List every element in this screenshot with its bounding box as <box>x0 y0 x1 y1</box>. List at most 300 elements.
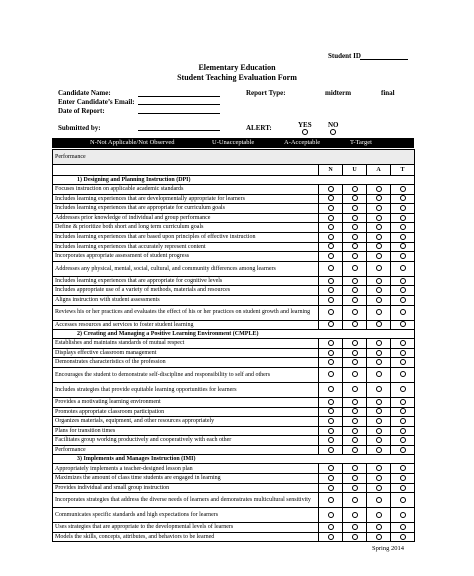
legend-t: T-Target <box>350 139 372 146</box>
rating-radio-u[interactable] <box>352 309 358 315</box>
rating-cell-a <box>367 474 391 484</box>
rating-cell-t <box>391 523 415 533</box>
rating-radio-n[interactable] <box>328 265 334 271</box>
criterion-text: Reviews his or her practices and evaluates the effect of his or her practices on student growth and learning <box>53 305 319 320</box>
rating-cell-n <box>319 474 343 484</box>
rating-radio-n[interactable] <box>328 186 334 192</box>
rating-radio-u[interactable] <box>352 428 358 434</box>
rating-radio-t[interactable] <box>400 340 406 346</box>
rating-radio-a[interactable] <box>376 195 382 201</box>
rating-cell-n <box>319 508 343 523</box>
rating-radio-t[interactable] <box>400 485 406 491</box>
criterion-text: Accesses resources and services to foster student learning <box>53 320 319 330</box>
rating-cell-n <box>319 295 343 305</box>
submitted-by-field[interactable] <box>138 130 220 131</box>
rating-radio-t[interactable] <box>400 243 406 249</box>
section-header-row <box>53 176 415 185</box>
rating-radio-u[interactable] <box>352 297 358 303</box>
rating-cell-t <box>391 417 415 427</box>
criterion-row <box>53 493 415 508</box>
rating-radio-a[interactable] <box>376 475 382 481</box>
rating-radio-a[interactable] <box>376 205 382 211</box>
rating-radio-n[interactable] <box>328 359 334 365</box>
criterion-text: Define & prioritize both short and long term curriculum goals <box>53 223 319 233</box>
rating-radio-u[interactable] <box>352 524 358 530</box>
rating-radio-a[interactable] <box>376 186 382 192</box>
rating-radio-t[interactable] <box>400 297 406 303</box>
rating-radio-a[interactable] <box>376 253 382 259</box>
rating-cell-n <box>319 339 343 349</box>
alert-label: ALERT: <box>246 124 272 132</box>
rating-cell-n <box>319 523 343 533</box>
alert-no-label: NO <box>328 121 339 129</box>
criterion-row <box>53 305 415 320</box>
rating-radio-t[interactable] <box>400 265 406 271</box>
rating-radio-u[interactable] <box>352 265 358 271</box>
rating-radio-u[interactable] <box>352 253 358 259</box>
rating-cell-t <box>391 474 415 484</box>
rating-cell-a <box>367 426 391 436</box>
date-of-report-field[interactable] <box>138 113 220 114</box>
criterion-row <box>53 532 415 542</box>
rating-radio-t[interactable] <box>400 428 406 434</box>
candidate-name-label: Candidate Name: <box>58 89 111 97</box>
criterion-text: Includes learning experiences that are based upon principles of effective instruction <box>53 232 319 242</box>
rating-cell-a <box>367 483 391 493</box>
rating-cell-u <box>343 417 367 427</box>
rating-radio-t[interactable] <box>400 475 406 481</box>
rating-radio-t[interactable] <box>400 253 406 259</box>
rating-cell-a <box>367 436 391 446</box>
rating-radio-n[interactable] <box>328 205 334 211</box>
rating-radio-n[interactable] <box>328 428 334 434</box>
rating-radio-n[interactable] <box>328 386 334 392</box>
rating-radio-a[interactable] <box>376 428 382 434</box>
rating-radio-t[interactable] <box>400 215 406 221</box>
rating-radio-u[interactable] <box>352 497 358 503</box>
rating-radio-t[interactable] <box>400 497 406 503</box>
rating-radio-n[interactable] <box>328 512 334 518</box>
criterion-row <box>53 436 415 446</box>
rating-cell-n <box>319 194 343 204</box>
criterion-row <box>53 348 415 358</box>
rating-radio-u[interactable] <box>352 534 358 540</box>
rating-cell-t <box>391 348 415 358</box>
rating-radio-a[interactable] <box>376 497 382 503</box>
criterion-row <box>53 407 415 417</box>
rating-cell-a <box>367 464 391 474</box>
col-header-n: N <box>319 165 343 176</box>
criterion-row <box>53 286 415 296</box>
criterion-row <box>53 252 415 262</box>
rating-cell-a <box>367 261 391 276</box>
rating-cell-t <box>391 232 415 242</box>
rating-radio-n[interactable] <box>328 215 334 221</box>
criterion-text: Plans for transition times <box>53 426 319 436</box>
criterion-text: Organizes materials, equipment, and other resources appropriately <box>53 417 319 427</box>
rating-cell-n <box>319 213 343 223</box>
rating-radio-n[interactable] <box>328 278 334 284</box>
criterion-text: Provides a motivating learning environment <box>53 397 319 407</box>
rating-cell-a <box>367 242 391 252</box>
section-title: 2) Creating and Managing a Positive Learning Environment (CMPLE) <box>53 330 415 339</box>
rating-radio-u[interactable] <box>352 186 358 192</box>
rating-radio-a[interactable] <box>376 309 382 315</box>
rating-cell-a <box>367 382 391 397</box>
rating-cell-u <box>343 407 367 417</box>
rating-radio-u[interactable] <box>352 195 358 201</box>
candidate-email-field[interactable] <box>138 104 220 105</box>
rating-radio-u[interactable] <box>352 321 358 327</box>
criterion-row <box>53 474 415 484</box>
rating-cell-t <box>391 426 415 436</box>
rating-cell-u <box>343 367 367 382</box>
rating-radio-t[interactable] <box>400 350 406 356</box>
rating-radio-a[interactable] <box>376 399 382 405</box>
rating-radio-t[interactable] <box>400 287 406 293</box>
criterion-row <box>53 445 415 455</box>
rating-cell-n <box>319 367 343 382</box>
criterion-text: Models the skills, concepts, attributes, and behaviors to be learned <box>53 532 319 542</box>
criterion-text: Performance <box>53 445 319 455</box>
rating-cell-t <box>391 305 415 320</box>
rating-radio-u[interactable] <box>352 243 358 249</box>
section-title: 1) Designing and Planning Instruction (DPI) <box>53 176 415 185</box>
rating-cell-u <box>343 508 367 523</box>
rating-radio-a[interactable] <box>376 215 382 221</box>
rating-radio-a[interactable] <box>376 485 382 491</box>
rating-radio-a[interactable] <box>376 418 382 424</box>
rating-radio-n[interactable] <box>328 234 334 240</box>
col-header-u: U <box>343 165 367 176</box>
rating-radio-a[interactable] <box>376 243 382 249</box>
legend-n: N-Not Applicable/Not Observed <box>90 139 175 146</box>
rating-radio-n[interactable] <box>328 243 334 249</box>
rating-radio-a[interactable] <box>376 447 382 453</box>
rating-cell-u <box>343 213 367 223</box>
rating-cell-u <box>343 242 367 252</box>
rating-cell-n <box>319 464 343 474</box>
criterion-text: Displays effective classroom management <box>53 348 319 358</box>
rating-radio-u[interactable] <box>352 475 358 481</box>
rating-cell-n <box>319 382 343 397</box>
rating-radio-n[interactable] <box>328 195 334 201</box>
rating-cell-n <box>319 261 343 276</box>
rating-radio-u[interactable] <box>352 215 358 221</box>
rating-cell-u <box>343 305 367 320</box>
criterion-row <box>53 464 415 474</box>
criterion-text: Maximizes the amount of class time students are engaged in learning <box>53 474 319 484</box>
rating-radio-n[interactable] <box>328 309 334 315</box>
criterion-row <box>53 295 415 305</box>
criterion-row <box>53 397 415 407</box>
rating-radio-t[interactable] <box>400 186 406 192</box>
rating-radio-t[interactable] <box>400 205 406 211</box>
rating-cell-n <box>319 286 343 296</box>
footer-date: Spring 2014 <box>372 545 404 552</box>
rating-radio-u[interactable] <box>352 359 358 365</box>
criterion-text: Includes appropriate use of a variety of methods, materials and resources <box>53 286 319 296</box>
rating-radio-u[interactable] <box>352 399 358 405</box>
evaluation-table <box>52 149 415 542</box>
rating-radio-n[interactable] <box>328 418 334 424</box>
alert-yes-label: YES <box>298 121 312 129</box>
rating-cell-a <box>367 286 391 296</box>
criterion-text: Includes learning experiences that are developmentally appropriate for learners <box>53 194 319 204</box>
candidate-name-field[interactable] <box>138 96 220 97</box>
rating-cell-n <box>319 407 343 417</box>
rating-radio-t[interactable] <box>400 359 406 365</box>
rating-cell-t <box>391 276 415 286</box>
criterion-text: Appropriately implements a teacher-designed lesson plan <box>53 464 319 474</box>
rating-radio-a[interactable] <box>376 287 382 293</box>
criterion-text: Encourages the student to demonstrate self-discipline and responsibility to self and others <box>53 367 319 382</box>
rating-cell-n <box>319 493 343 508</box>
criterion-text: Focuses instruction on applicable academic standards <box>53 185 319 195</box>
rating-cell-a <box>367 320 391 330</box>
criterion-row <box>53 382 415 397</box>
rating-radio-u[interactable] <box>352 408 358 414</box>
rating-cell-n <box>319 232 343 242</box>
rating-cell-n <box>319 320 343 330</box>
rating-radio-t[interactable] <box>400 512 406 518</box>
rating-cell-a <box>367 348 391 358</box>
rating-cell-n <box>319 397 343 407</box>
rating-radio-u[interactable] <box>352 205 358 211</box>
rating-cell-a <box>367 358 391 368</box>
rating-radio-t[interactable] <box>400 418 406 424</box>
rating-cell-a <box>367 407 391 417</box>
midterm-option[interactable]: midterm <box>325 89 352 97</box>
criterion-text: Communicates specific standards and high expectations for learners <box>53 508 319 523</box>
rating-radio-t[interactable] <box>400 278 406 284</box>
section-header-row <box>53 455 415 464</box>
rating-cell-u <box>343 397 367 407</box>
rating-radio-u[interactable] <box>352 418 358 424</box>
rating-radio-a[interactable] <box>376 534 382 540</box>
rating-radio-a[interactable] <box>376 321 382 327</box>
rating-cell-u <box>343 204 367 214</box>
legend-u: U-Unacceptable <box>212 139 255 146</box>
criterion-text: Promotes appropriate classroom participation <box>53 407 319 417</box>
rating-cell-n <box>319 348 343 358</box>
rating-radio-t[interactable] <box>400 386 406 392</box>
criterion-row <box>53 232 415 242</box>
rating-radio-n[interactable] <box>328 408 334 414</box>
criterion-row <box>53 358 415 368</box>
rating-cell-n <box>319 426 343 436</box>
rating-radio-a[interactable] <box>376 278 382 284</box>
rating-cell-a <box>367 252 391 262</box>
student-id-field[interactable] <box>360 59 408 60</box>
rating-radio-t[interactable] <box>400 408 406 414</box>
column-header-row <box>53 165 415 176</box>
rating-radio-n[interactable] <box>328 287 334 293</box>
criterion-text: Establishes and maintains standards of mutual respect <box>53 339 319 349</box>
final-option[interactable]: final <box>381 89 395 97</box>
criterion-row <box>53 185 415 195</box>
alert-yes-radio[interactable] <box>302 129 308 135</box>
rating-radio-n[interactable] <box>328 297 334 303</box>
criterion-row <box>53 213 415 223</box>
rating-radio-a[interactable] <box>376 265 382 271</box>
rating-cell-t <box>391 358 415 368</box>
rating-radio-t[interactable] <box>400 309 406 315</box>
criterion-row <box>53 483 415 493</box>
rating-radio-n[interactable] <box>328 224 334 230</box>
rating-cell-a <box>367 213 391 223</box>
rating-radio-u[interactable] <box>352 234 358 240</box>
alert-no-radio[interactable] <box>330 129 336 135</box>
rating-radio-u[interactable] <box>352 224 358 230</box>
rating-radio-n[interactable] <box>328 447 334 453</box>
rating-cell-a <box>367 493 391 508</box>
rating-cell-t <box>391 295 415 305</box>
rating-radio-a[interactable] <box>376 386 382 392</box>
criterion-text: Incorporates strategies that address the diverse needs of learners and demonstrates multicultural sensitivity <box>53 493 319 508</box>
criterion-text: Includes learning experiences that accurately represent content <box>53 242 319 252</box>
rating-radio-u[interactable] <box>352 340 358 346</box>
rating-radio-a[interactable] <box>376 524 382 530</box>
rating-radio-n[interactable] <box>328 524 334 530</box>
rating-radio-t[interactable] <box>400 534 406 540</box>
rating-radio-n[interactable] <box>328 534 334 540</box>
criterion-row <box>53 339 415 349</box>
legend-a: A-Acceptable <box>284 139 321 146</box>
criterion-row <box>53 508 415 523</box>
rating-radio-n[interactable] <box>328 340 334 346</box>
rating-radio-n[interactable] <box>328 321 334 327</box>
rating-cell-t <box>391 397 415 407</box>
rating-cell-u <box>343 523 367 533</box>
rating-radio-t[interactable] <box>400 371 406 377</box>
student-id-label: Student ID <box>328 52 361 60</box>
rating-radio-t[interactable] <box>400 399 406 405</box>
rating-radio-n[interactable] <box>328 253 334 259</box>
criterion-text: Addresses any physical, mental, social, cultural, and community differences among learners <box>53 261 319 276</box>
rating-radio-u[interactable] <box>352 287 358 293</box>
criterion-row <box>53 194 415 204</box>
criterion-row <box>53 320 415 330</box>
rating-radio-u[interactable] <box>352 386 358 392</box>
rating-cell-a <box>367 339 391 349</box>
criterion-row <box>53 242 415 252</box>
rating-cell-a <box>367 276 391 286</box>
rating-cell-u <box>343 194 367 204</box>
rating-radio-a[interactable] <box>376 350 382 356</box>
criterion-text: Demonstrates characteristics of the profession <box>53 358 319 368</box>
criterion-text: Includes learning experiences that are appropriate for cognitive levels <box>53 276 319 286</box>
report-type-label: Report Type: <box>246 89 286 97</box>
rating-cell-u <box>343 348 367 358</box>
rating-radio-t[interactable] <box>400 224 406 230</box>
rating-radio-t[interactable] <box>400 437 406 443</box>
rating-radio-n[interactable] <box>328 497 334 503</box>
rating-radio-t[interactable] <box>400 447 406 453</box>
criterion-row <box>53 367 415 382</box>
rating-cell-n <box>319 252 343 262</box>
rating-cell-t <box>391 194 415 204</box>
rating-radio-a[interactable] <box>376 359 382 365</box>
rating-cell-t <box>391 532 415 542</box>
rating-radio-a[interactable] <box>376 465 382 471</box>
rating-radio-n[interactable] <box>328 437 334 443</box>
rating-radio-t[interactable] <box>400 234 406 240</box>
rating-cell-u <box>343 295 367 305</box>
rating-radio-t[interactable] <box>400 524 406 530</box>
section-header-row <box>53 330 415 339</box>
criterion-row <box>53 523 415 533</box>
rating-radio-u[interactable] <box>352 278 358 284</box>
rating-cell-n <box>319 305 343 320</box>
candidate-email-label: Enter Candidate’s Email: <box>58 98 135 106</box>
rating-cell-u <box>343 464 367 474</box>
rating-cell-u <box>343 223 367 233</box>
rating-cell-t <box>391 213 415 223</box>
rating-cell-u <box>343 474 367 484</box>
rating-cell-u <box>343 339 367 349</box>
rating-radio-u[interactable] <box>352 447 358 453</box>
rating-radio-n[interactable] <box>328 350 334 356</box>
rating-cell-n <box>319 358 343 368</box>
rating-radio-n[interactable] <box>328 485 334 491</box>
rating-radio-n[interactable] <box>328 465 334 471</box>
rating-radio-n[interactable] <box>328 475 334 481</box>
rating-radio-t[interactable] <box>400 321 406 327</box>
rating-radio-u[interactable] <box>352 485 358 491</box>
rating-radio-a[interactable] <box>376 224 382 230</box>
rating-cell-u <box>343 445 367 455</box>
performance-row <box>53 150 415 165</box>
rating-cell-a <box>367 367 391 382</box>
rating-radio-a[interactable] <box>376 512 382 518</box>
rating-radio-t[interactable] <box>400 465 406 471</box>
criterion-text: Incorporates appropriate assessment of student progress <box>53 252 319 262</box>
rating-cell-t <box>391 339 415 349</box>
rating-cell-a <box>367 417 391 427</box>
rating-radio-a[interactable] <box>376 408 382 414</box>
rating-radio-u[interactable] <box>352 512 358 518</box>
form-title-line2: Student Teaching Evaluation Form <box>177 73 297 82</box>
rating-radio-u[interactable] <box>352 350 358 356</box>
rating-cell-n <box>319 242 343 252</box>
rating-cell-n <box>319 436 343 446</box>
rating-cell-u <box>343 320 367 330</box>
rating-cell-a <box>367 223 391 233</box>
rating-radio-a[interactable] <box>376 297 382 303</box>
rating-radio-a[interactable] <box>376 371 382 377</box>
rating-cell-t <box>391 445 415 455</box>
rating-legend <box>52 138 414 148</box>
rating-radio-u[interactable] <box>352 465 358 471</box>
rating-cell-t <box>391 464 415 474</box>
rating-radio-u[interactable] <box>352 371 358 377</box>
rating-cell-t <box>391 261 415 276</box>
rating-radio-n[interactable] <box>328 371 334 377</box>
rating-cell-t <box>391 483 415 493</box>
rating-cell-t <box>391 436 415 446</box>
rating-radio-a[interactable] <box>376 340 382 346</box>
rating-radio-u[interactable] <box>352 437 358 443</box>
rating-cell-u <box>343 252 367 262</box>
rating-radio-a[interactable] <box>376 437 382 443</box>
rating-radio-t[interactable] <box>400 195 406 201</box>
rating-cell-t <box>391 367 415 382</box>
criterion-text: Uses strategies that are appropriate to the developmental levels of learners <box>53 523 319 533</box>
rating-cell-a <box>367 305 391 320</box>
rating-radio-a[interactable] <box>376 234 382 240</box>
rating-radio-n[interactable] <box>328 399 334 405</box>
